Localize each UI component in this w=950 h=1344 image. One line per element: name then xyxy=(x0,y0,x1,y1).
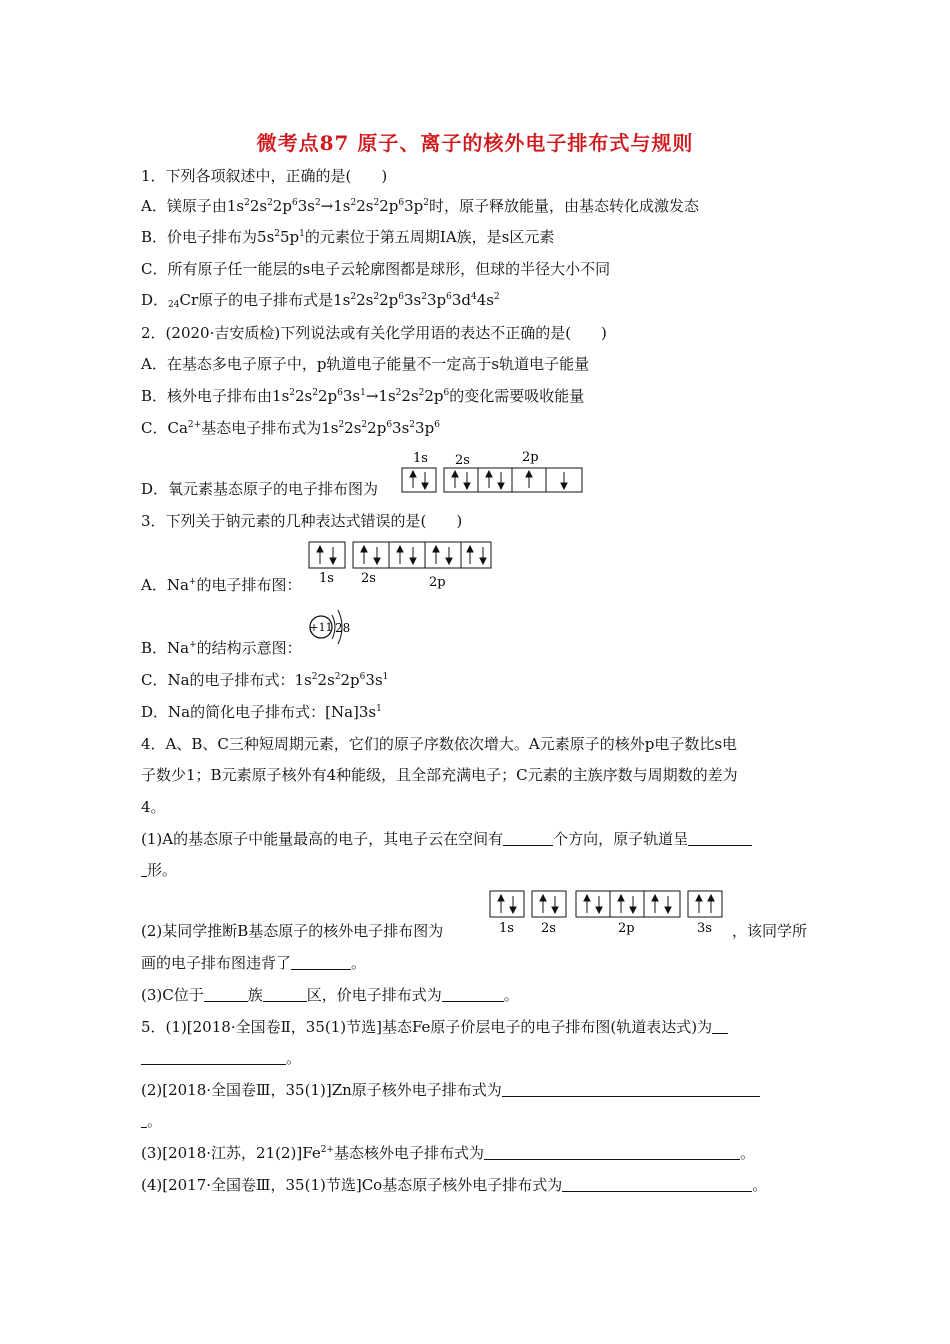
nucleus-charge: +11 xyxy=(309,621,333,634)
orbital-label: 2s xyxy=(455,453,470,468)
q4-part1-cont: 形。 xyxy=(141,860,177,880)
na-ion-orbital-diagram xyxy=(307,540,497,594)
orbital-label: 2s xyxy=(361,571,376,586)
orbital-box-2p xyxy=(644,891,680,917)
q2-option-a: A．在基态多电子原子中，p轨道电子能量不一定高于s轨道电子能量 xyxy=(141,355,590,373)
q4-stem-line1: 4．A、B、C三种短周期元素，它们的原子序数依次增大。A元素原子的核外p电子数比s电 xyxy=(141,735,738,753)
orbital-box-2p xyxy=(425,542,461,568)
q5-part4: (4)[2017·全国卷Ⅲ，35(1)节选]Co基态原子核外电子排布式为 。 xyxy=(141,1176,768,1194)
q3-option-c: C．Na的电子排布式：$1s^22s^22p^63s^1$ xyxy=(141,671,389,689)
answer-blank[interactable] xyxy=(562,1177,752,1192)
q3-option-a: A．Na+的电子排布图： xyxy=(141,576,302,594)
b-orbital-diagram xyxy=(488,889,728,941)
q4-part2: (2)某同学推断B基态原子的核外电子排布图为 xyxy=(141,922,444,940)
q4-part3: (3)C位于 族 区，价电子排布式为 。 xyxy=(141,986,519,1004)
electron-arrows xyxy=(410,471,567,489)
answer-blank[interactable] xyxy=(141,1050,286,1065)
q3-option-d: D．Na的简化电子排布式：$[Na]3s^1$ xyxy=(141,703,382,721)
q3-option-b: B．Na+的结构示意图： xyxy=(141,639,302,657)
orbital-label: 3s xyxy=(697,921,712,936)
answer-blank[interactable] xyxy=(688,831,752,846)
q4-part1: (1)A的基态原子中能量最高的电子，其电子云在空间有 个方向，原子轨道呈 xyxy=(141,829,752,849)
q1-stem: 1．下列各项叙述中，正确的是( ) xyxy=(141,167,388,185)
answer-blank[interactable] xyxy=(442,987,504,1002)
q2-stem: 2．(2020·吉安质检)下列说法或有关化学用语的表达不正确的是( ) xyxy=(141,324,607,342)
q2-option-b: B．核外电子排布由$1s^22s^22p^63s^1\to 1s^22s^22p^6$的变化需要吸收能量 xyxy=(141,387,585,405)
answer-blank[interactable] xyxy=(712,1019,728,1034)
orbital-box-1s xyxy=(490,891,524,917)
orbital-box-2p xyxy=(461,542,491,568)
orbital-box-3s xyxy=(688,891,722,917)
q4-stem-line2: 子数少1；B元素原子核外有4种能级，且全部充满电子；C元素的主族序数与周期数的差为 xyxy=(141,766,738,784)
orbital-label: 1s xyxy=(413,451,428,466)
q1-option-d: D．$_{24}$Cr原子的电子排布式是$1s^22s^22p^63s^23p^63d^44s^2$ xyxy=(141,291,500,310)
orbital-box-1s xyxy=(402,468,436,492)
orbital-box-2p xyxy=(610,891,644,917)
answer-blank[interactable] xyxy=(484,1145,740,1160)
orbital-box-2s xyxy=(532,891,566,917)
orbital-label: 2p xyxy=(522,450,539,465)
oxygen-orbital-diagram xyxy=(400,450,590,499)
orbital-box-2p xyxy=(478,468,512,492)
q5-part1-cont: 。 xyxy=(141,1048,301,1068)
orbital-box-2s xyxy=(444,468,478,492)
q5-part2-cont: 。 xyxy=(141,1111,162,1131)
na-ion-structure-diagram xyxy=(306,605,356,653)
q1-option-b: B．价电子排布为$5s^25p^1$的元素位于第五周期ⅠA族，是s区元素 xyxy=(141,228,555,246)
orbital-box-1s xyxy=(309,542,345,568)
q4-part2-cont: 画的电子排布图违背了 。 xyxy=(141,954,367,972)
orbital-box-2p xyxy=(576,891,610,917)
q4-part2-tail: ，该同学所 xyxy=(732,922,808,940)
q1-option-a: A．镁原子由$1s^22s^22p^63s^2\to 1s^22s^22p^63p^2$时，原子释放能量，由基态转化成激发态 xyxy=(141,197,699,215)
answer-blank[interactable] xyxy=(263,987,307,1002)
answer-blank[interactable] xyxy=(502,1082,760,1097)
orbital-label: 2p xyxy=(429,575,446,590)
q2-option-c: C．$Ca^{2+}$基态电子排布式为$1s^22s^22p^63s^23p^6$ xyxy=(141,419,440,437)
orbital-label: 1s xyxy=(499,921,514,936)
orbital-label: 2p xyxy=(618,921,635,936)
orbital-box-2s xyxy=(353,542,389,568)
answer-blank[interactable] xyxy=(204,987,248,1002)
shell-electrons: 28 xyxy=(335,621,351,635)
answer-blank[interactable] xyxy=(291,955,351,970)
electron-arrows xyxy=(498,895,714,913)
q5-part1: 5．(1)[2018·全国卷Ⅱ，35(1)节选]基态Fe原子价层电子的电子排布图(轨道表达式)为 xyxy=(141,1017,728,1037)
q4-stem-line3: 4。 xyxy=(141,798,166,816)
q2-option-d: D．氧元素基态原子的电子排布图为 xyxy=(141,480,379,498)
q3-stem: 3．下列关于钠元素的几种表达式错误的是( ) xyxy=(141,512,463,530)
orbital-label: 1s xyxy=(319,571,334,586)
q5-part3: (3)[2018·江苏，$21(2)]Fe^{2+}$基态核外电子排布式为 。 xyxy=(141,1144,756,1162)
orbital-label: 2s xyxy=(541,921,556,936)
q5-part2: (2)[2018·全国卷Ⅲ，35(1)]Zn原子核外电子排布式为 xyxy=(141,1080,760,1100)
q1-option-c: C．所有原子任一能层的s电子云轮廓图都是球形，但球的半径大小不同 xyxy=(141,260,611,278)
orbital-box-2p xyxy=(389,542,425,568)
page-title: 微考点87 原子、离子的核外电子排布式与规则 xyxy=(256,131,694,155)
answer-blank[interactable] xyxy=(503,831,553,846)
